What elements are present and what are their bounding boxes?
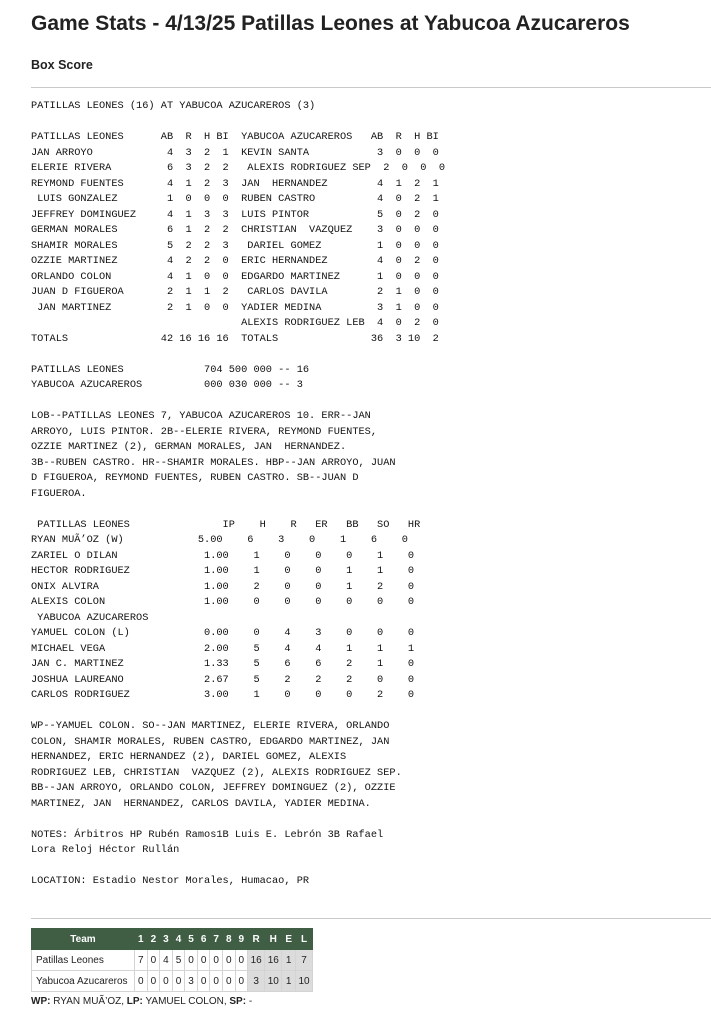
linescore-total-cell: 1 (282, 971, 296, 992)
box-line: JEFFREY DOMINGUEZ 4 1 3 3 LUIS PINTOR 5 0 2 0 (31, 208, 439, 221)
linescore-header-cell: E (282, 929, 296, 950)
box-line (31, 859, 445, 875)
linescore-header-cell: 9 (235, 929, 248, 950)
box-line: JAN C. MARTINEZ 1.33 5 6 6 2 1 0 (31, 658, 415, 670)
box-line: YABUCOA AZUCAREROS (31, 611, 149, 624)
box-score-text (31, 99, 445, 890)
box-line: HECTOR RODRIGUEZ 1.00 1 0 0 1 1 0 (31, 565, 415, 577)
linescore-row (32, 971, 313, 992)
box-line: LOB--PATILLAS LEONES 7, YABUCOA AZUCAREROS 10. ERR--JAN (31, 410, 371, 422)
box-line: JUAN D FIGUEROA 2 1 1 2 CARLOS DAVILA 2 1 0 0 (31, 286, 439, 298)
linescore-inning-cell: 7 (135, 950, 148, 971)
decisions-line (31, 996, 252, 1007)
linescore-inning-cell: 0 (222, 971, 235, 992)
box-line: MARTINEZ, JAN HERNANDEZ, CARLOS DAVILA, YADIER MEDINA. (31, 797, 371, 810)
linescore-inning-cell: 0 (135, 971, 148, 992)
box-line: Lora Reloj Héctor Rullán (31, 844, 180, 856)
sp-value: - (246, 996, 253, 1007)
linescore-header-cell: 7 (210, 929, 223, 950)
box-line: ALEXIS COLON 1.00 0 0 0 0 0 0 (31, 596, 415, 608)
box-line: ELERIE RIVERA 6 3 2 2 ALEXIS RODRIGUEZ SEP 2 0 0 0 (31, 162, 446, 174)
box-line: GERMAN MORALES 6 1 2 2 CHRISTIAN VAZQUEZ 3 0 0 0 (31, 224, 439, 236)
box-line (31, 394, 445, 410)
linescore-inning-cell: 0 (172, 971, 185, 992)
linescore-header-cell: 3 (160, 929, 173, 950)
box-line: RODRIGUEZ LEB, CHRISTIAN VAZQUEZ (2), ALEXIS RODRIGUEZ SEP. (31, 766, 402, 779)
box-line: OZZIE MARTINEZ 4 2 2 0 ERIC HERNANDEZ 4 0 2 0 (31, 255, 439, 267)
linescore-header-row (32, 929, 313, 950)
box-line: RYAN MUÃ’OZ (W) 5.00 6 3 0 1 6 0 (31, 534, 408, 546)
box-line: NOTES: Árbitros HP Rubén Ramos1B Luis E. Lebrón 3B Rafael (31, 828, 384, 841)
linescore-header-cell: 4 (172, 929, 185, 950)
linescore-total-cell: 3 (248, 971, 265, 992)
box-line: SHAMIR MORALES 5 2 2 3 DARIEL GOMEZ 1 0 0 0 (31, 239, 439, 252)
box-line: OZZIE MARTINEZ (2), GERMAN MORALES, JAN HERNANDEZ. (31, 441, 347, 453)
page-title: Game Stats - 4/13/25 Patillas Leones at Yabucoa Azucareros (31, 12, 630, 35)
linescore-header-cell: R (248, 929, 265, 950)
box-line: YABUCOA AZUCAREROS 000 030 000 -- 3 (31, 379, 303, 391)
box-line: YAMUEL COLON (L) 0.00 0 4 3 0 0 0 (31, 627, 415, 639)
linescore-header-cell: 5 (185, 929, 198, 950)
wp-label: WP: (31, 996, 51, 1007)
linescore-inning-cell: 3 (185, 971, 198, 992)
linescore-header-team: Team (32, 929, 135, 950)
linescore-total-cell: 1 (282, 950, 296, 971)
box-line: HERNANDEZ, ERIC HERNANDEZ (2), DARIEL GOMEZ, ALEXIS (31, 751, 347, 763)
box-line (31, 502, 445, 518)
box-line (31, 812, 445, 828)
box-line: JAN ARROYO 4 3 2 1 KEVIN SANTA 3 0 0 0 (31, 146, 439, 159)
box-line: FIGUEROA. (31, 487, 87, 500)
section-title: Box Score (31, 58, 93, 72)
box-line: REYMOND FUENTES 4 1 2 3 JAN HERNANDEZ 4 1 2 1 (31, 177, 439, 190)
linescore-total-cell: 16 (248, 950, 265, 971)
linescore-inning-cell: 0 (147, 950, 160, 971)
box-line: ORLANDO COLON 4 1 0 0 EDGARDO MARTINEZ 1 0 0 0 (31, 270, 439, 283)
linescore-inning-cell: 5 (172, 950, 185, 971)
box-line: MICHAEL VEGA 2.00 5 4 4 1 1 1 (31, 642, 415, 655)
linescore-inning-cell: 0 (235, 950, 248, 971)
linescore-header-cell: 1 (135, 929, 148, 950)
divider (31, 918, 711, 919)
box-line: CARLOS RODRIGUEZ 3.00 1 0 0 0 2 0 (31, 689, 415, 701)
box-line: ALEXIS RODRIGUEZ LEB 4 0 2 0 (31, 317, 439, 329)
linescore-header-cell: H (265, 929, 282, 950)
lp-label: LP: (126, 996, 143, 1007)
divider (31, 87, 711, 88)
linescore-header-cell: 2 (147, 929, 160, 950)
box-line: D FIGUEROA, REYMOND FUENTES, RUBEN CASTRO. SB--JUAN D (31, 472, 359, 484)
linescore-inning-cell: 0 (197, 950, 210, 971)
box-line: BB--JAN ARROYO, ORLANDO COLON, JEFFREY DOMINGUEZ (2), OZZIE (31, 782, 396, 794)
linescore-inning-cell: 0 (210, 950, 223, 971)
linescore-inning-cell: 0 (197, 971, 210, 992)
box-line: COLON, SHAMIR MORALES, RUBEN CASTRO, EDGARDO MARTINEZ, JAN (31, 735, 390, 748)
wp-value: RYAN MUÃ’OZ, (50, 996, 127, 1007)
linescore-total-cell: 10 (295, 971, 312, 992)
linescore-header-cell: 8 (222, 929, 235, 950)
linescore-row (32, 950, 313, 971)
linescore-table (31, 928, 313, 992)
box-line (31, 704, 445, 720)
linescore-inning-cell: 0 (210, 971, 223, 992)
box-line: WP--YAMUEL COLON. SO--JAN MARTINEZ, ELERIE RIVERA, ORLANDO (31, 720, 390, 732)
linescore-total-cell: 10 (265, 971, 282, 992)
linescore-team-name: Patillas Leones (32, 950, 135, 971)
box-line: PATILLAS LEONES 704 500 000 -- 16 (31, 363, 310, 376)
box-line: JAN MARTINEZ 2 1 0 0 YADIER MEDINA 3 1 0 0 (31, 301, 439, 314)
box-line: ONIX ALVIRA 1.00 2 0 0 1 2 0 (31, 580, 415, 593)
linescore-inning-cell: 0 (147, 971, 160, 992)
box-line: LOCATION: Estadio Nestor Morales, Humacao, PR (31, 875, 310, 887)
box-line: PATILLAS LEONES (16) AT YABUCOA AZUCAREROS (3) (31, 100, 316, 112)
box-line: ZARIEL O DILAN 1.00 1 0 0 0 1 0 (31, 549, 415, 562)
lp-value: YAMUEL COLON, (142, 996, 230, 1007)
linescore-header-cell: L (295, 929, 312, 950)
linescore-inning-cell: 0 (185, 950, 198, 971)
linescore-inning-cell: 0 (235, 971, 248, 992)
box-line: PATILLAS LEONES AB R H BI YABUCOA AZUCAREROS AB R H BI (31, 131, 439, 143)
box-line: LUIS GONZALEZ 1 0 0 0 RUBEN CASTRO 4 0 2 1 (31, 193, 439, 205)
box-line (31, 347, 445, 363)
box-line (31, 115, 445, 131)
box-line: PATILLAS LEONES IP H R ER BB SO HR (31, 518, 421, 531)
box-line: JOSHUA LAUREANO 2.67 5 2 2 2 0 0 (31, 673, 415, 686)
sp-label: SP: (229, 996, 247, 1007)
box-line: TOTALS 42 16 16 16 TOTALS 36 3 10 2 (31, 332, 439, 345)
box-line: ARROYO, LUIS PINTOR. 2B--ELERIE RIVERA, REYMOND FUENTES, (31, 425, 378, 438)
linescore-inning-cell: 4 (160, 950, 173, 971)
box-line: 3B--RUBEN CASTRO. HR--SHAMIR MORALES. HBP--JAN ARROYO, JUAN (31, 456, 396, 469)
linescore-header-cell: 6 (197, 929, 210, 950)
linescore-total-cell: 16 (265, 950, 282, 971)
linescore-team-name: Yabucoa Azucareros (32, 971, 135, 992)
linescore-inning-cell: 0 (160, 971, 173, 992)
linescore-inning-cell: 0 (222, 950, 235, 971)
linescore-total-cell: 7 (295, 950, 312, 971)
